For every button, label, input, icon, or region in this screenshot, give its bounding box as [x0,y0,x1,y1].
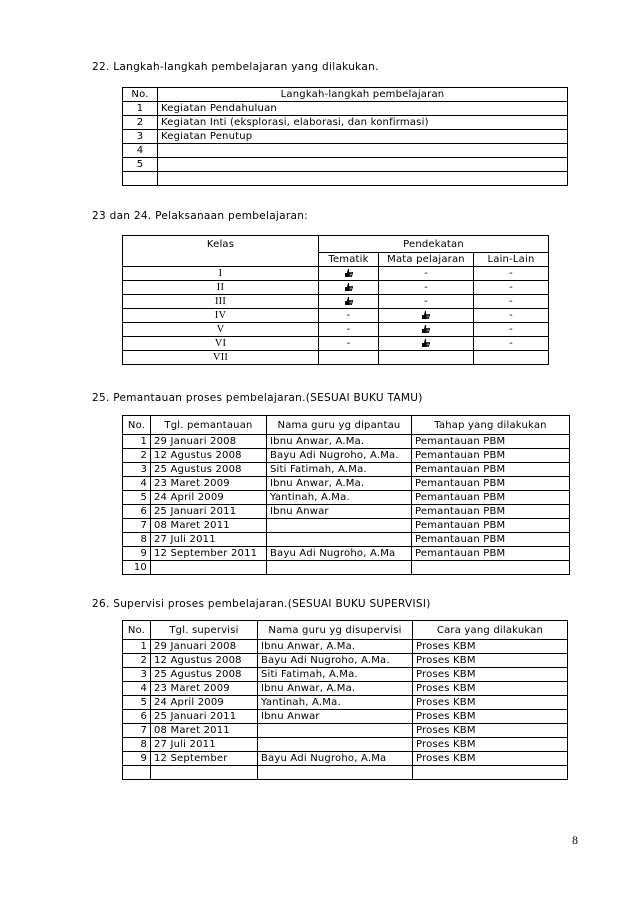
monitoring-date: 25 Agustus 2008 [151,463,267,477]
table-row [123,309,549,323]
supervision-date: 25 Agustus 2008 [151,668,258,682]
monitoring-stage: Pemantauan PBM [412,477,570,491]
table-row [123,172,568,186]
row-number: 1 [123,435,151,449]
approach-mapel [379,309,474,323]
monitoring-stage: Pemantauan PBM [412,435,570,449]
supervision-date: 08 Maret 2011 [151,724,258,738]
supervision-method: Proses KBM [413,696,568,710]
step-description [158,144,568,158]
col-header-kelas: Kelas [123,236,319,253]
class-level: II [123,281,319,295]
row-number: 9 [123,547,151,561]
supervision-date [151,766,258,780]
table-row [123,449,570,463]
row-number: 2 [123,116,158,130]
supervision-method: Proses KBM [413,738,568,752]
row-number: 3 [123,130,158,144]
section-26-title: 26. Supervisi proses pembelajaran.(SESUAI BUKU SUPERVISI) [92,598,431,610]
page-number: 8 [572,833,578,847]
teacher-name: Ibnu Anwar, A.Ma. [258,640,413,654]
supervision-method: Proses KBM [413,654,568,668]
monitoring-stage: Pemantauan PBM [412,491,570,505]
monitoring-date: 25 Januari 2011 [151,505,267,519]
teacher-name: Siti Fatimah, A.Ma. [258,668,413,682]
col-header-pendekatan: Pendekatan [319,236,549,253]
supervision-date: 12 September [151,752,258,766]
col-header-teacher: Nama guru yg dipantau [267,416,412,435]
monitoring-date: 27 Juli 2011 [151,533,267,547]
hand-pointing-icon [344,282,354,292]
col-header-date: Tgl. pemantauan [151,416,267,435]
class-level: III [123,295,319,309]
col-header-teacher: Nama guru yg disupervisi [258,621,413,640]
table-row [123,724,568,738]
col-header-no: No. [123,621,151,640]
row-number: 5 [123,158,158,172]
table-row [123,738,568,752]
supervision-method: Proses KBM [413,682,568,696]
hand-pointing-icon [344,296,354,306]
approach-lain: - [474,281,549,295]
table-row [123,519,570,533]
monitoring-date: 29 Januari 2008 [151,435,267,449]
approach-tematik [319,295,379,309]
table-row [123,351,549,365]
approach-mapel: - [379,281,474,295]
row-number: 8 [123,738,151,752]
supervision-method: Proses KBM [413,710,568,724]
section-22-title: 22. Langkah-langkah pembelajaran yang dilakukan. [92,61,379,73]
supervision-date: 25 Januari 2011 [151,710,258,724]
table-row [123,752,568,766]
approach-tematik: - [319,309,379,323]
table-row [123,144,568,158]
table-row [123,491,570,505]
table-row [123,477,570,491]
approach-mapel [379,337,474,351]
teacher-name [258,766,413,780]
row-number [123,172,158,186]
approach-lain: - [474,337,549,351]
table-row [123,654,568,668]
approach-tematik: - [319,323,379,337]
col-header-date: Tgl. supervisi [151,621,258,640]
teacher-name: Siti Fatimah, A.Ma. [267,463,412,477]
class-level: V [123,323,319,337]
supervision-date: 27 Juli 2011 [151,738,258,752]
class-level: IV [123,309,319,323]
monitoring-date [151,561,267,575]
monitoring-date: 08 Maret 2011 [151,519,267,533]
table-row [123,281,549,295]
teacher-name: Bayu Adi Nugroho, A.Ma. [267,449,412,463]
teacher-name: Ibnu Anwar [258,710,413,724]
approach-lain: - [474,309,549,323]
step-description: Kegiatan Inti (eksplorasi, elaborasi, dan konfirmasi) [158,116,568,130]
steps-table [122,87,568,186]
col-header-lain: Lain-Lain [474,253,549,267]
monitoring-date: 12 September 2011 [151,547,267,561]
table-row [123,640,568,654]
approach-mapel [379,351,474,365]
monitoring-stage: Pemantauan PBM [412,547,570,561]
section-2324-title: 23 dan 24. Pelaksanaan pembelajaran: [92,210,309,222]
table-row [123,505,570,519]
monitoring-table [122,415,570,575]
supervision-method: Proses KBM [413,752,568,766]
table-row [123,295,549,309]
row-number: 2 [123,654,151,668]
hand-pointing-icon [421,338,431,348]
step-description [158,172,568,186]
approach-mapel [379,323,474,337]
approach-tematik [319,267,379,281]
table-row [123,116,568,130]
hand-pointing-icon [421,310,431,320]
row-number: 6 [123,505,151,519]
step-description: Kegiatan Penutup [158,130,568,144]
table-row [123,435,570,449]
teacher-name: Bayu Adi Nugroho, A.Ma [258,752,413,766]
supervision-method: Proses KBM [413,640,568,654]
monitoring-date: 12 Agustus 2008 [151,449,267,463]
class-level: VI [123,337,319,351]
teacher-name: Bayu Adi Nugroho, A.Ma. [258,654,413,668]
approach-tematik [319,351,379,365]
table-row [123,463,570,477]
implementation-table [122,235,549,365]
table-row [123,561,570,575]
col-header-tematik: Tematik [319,253,379,267]
monitoring-stage: Pemantauan PBM [412,505,570,519]
col-header-mapel: Mata pelajaran [379,253,474,267]
table-row [123,710,568,724]
supervision-date: 24 April 2009 [151,696,258,710]
row-number: 4 [123,144,158,158]
row-number: 4 [123,682,151,696]
approach-lain: - [474,267,549,281]
teacher-name [258,738,413,752]
teacher-name: Ibnu Anwar [267,505,412,519]
approach-mapel: - [379,267,474,281]
supervision-method [413,766,568,780]
table-row [123,696,568,710]
monitoring-date: 23 Maret 2009 [151,477,267,491]
step-description [158,158,568,172]
teacher-name [267,533,412,547]
row-number: 1 [123,640,151,654]
table-row [123,682,568,696]
approach-lain: - [474,323,549,337]
teacher-name [267,519,412,533]
table-row [123,533,570,547]
row-number: 10 [123,561,151,575]
approach-tematik [319,281,379,295]
supervision-method: Proses KBM [413,668,568,682]
col-header-method: Cara yang dilakukan [413,621,568,640]
monitoring-stage: Pemantauan PBM [412,533,570,547]
approach-mapel: - [379,295,474,309]
teacher-name: Bayu Adi Nugroho, A.Ma [267,547,412,561]
col-header-stage: Tahap yang dilakukan [412,416,570,435]
monitoring-stage [412,561,570,575]
hand-pointing-icon [421,324,431,334]
row-number: 5 [123,491,151,505]
row-number: 7 [123,724,151,738]
kelas-subheader-blank [123,253,319,267]
table-row [123,267,549,281]
teacher-name [258,724,413,738]
row-number: 3 [123,668,151,682]
supervision-date: 12 Agustus 2008 [151,654,258,668]
class-level: VII [123,351,319,365]
row-number [123,766,151,780]
row-number: 8 [123,533,151,547]
row-number: 4 [123,477,151,491]
class-level: I [123,267,319,281]
row-number: 1 [123,102,158,116]
approach-lain: - [474,295,549,309]
row-number: 7 [123,519,151,533]
monitoring-stage: Pemantauan PBM [412,463,570,477]
col-header-no: No. [123,416,151,435]
table-row [123,158,568,172]
row-number: 6 [123,710,151,724]
supervision-date: 29 Januari 2008 [151,640,258,654]
row-number: 5 [123,696,151,710]
monitoring-stage: Pemantauan PBM [412,449,570,463]
table-row [123,337,549,351]
teacher-name: Ibnu Anwar, A.Ma. [258,682,413,696]
teacher-name: Yantinah, A.Ma. [267,491,412,505]
monitoring-date: 24 April 2009 [151,491,267,505]
table-row [123,323,549,337]
table-row [123,668,568,682]
section-25-title: 25. Pemantauan proses pembelajaran.(SESUAI BUKU TAMU) [92,392,423,404]
hand-pointing-icon [344,268,354,278]
approach-tematik: - [319,337,379,351]
approach-lain [474,351,549,365]
teacher-name: Yantinah, A.Ma. [258,696,413,710]
monitoring-stage: Pemantauan PBM [412,519,570,533]
step-description: Kegiatan Pendahuluan [158,102,568,116]
col-header-steps: Langkah-langkah pembelajaran [158,88,568,102]
table-row [123,547,570,561]
row-number: 9 [123,752,151,766]
table-row [123,102,568,116]
row-number: 2 [123,449,151,463]
teacher-name: Ibnu Anwar, A.Ma. [267,435,412,449]
teacher-name [267,561,412,575]
col-header-no: No. [123,88,158,102]
supervision-date: 23 Maret 2009 [151,682,258,696]
supervision-method: Proses KBM [413,724,568,738]
supervision-table [122,620,568,780]
row-number: 3 [123,463,151,477]
teacher-name: Ibnu Anwar, A.Ma. [267,477,412,491]
table-row [123,130,568,144]
table-row [123,766,568,780]
